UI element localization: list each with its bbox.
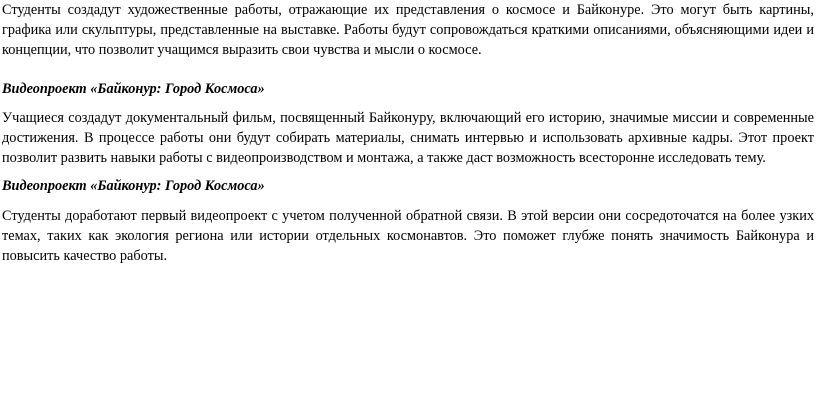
paragraph-documentary: Учащиеся создадут документальный фильм, посвященный Байконуру, включающий его историю, значимые миссии и современные достижения. В процессе работы они будут собирать материалы, снимать интервью и использовать архивные кадры. Этот проект позволит развить навыки работы с видеопроизводством и монтажа, а также даст возможность всесторонне исследовать тему. (2, 110, 814, 166)
heading-video-project-1: Видеопроект «Байконур: Город Космоса» (2, 81, 265, 97)
paragraph-revision: Студенты доработают первый видеопроект с учетом полученной обратной связи. В этой версии они сосредоточатся на более узких темах, таких как экология региона или истории отдельных космонавтов. Это поможет глубже понять значимость Байконура и повысить качество работы. (2, 208, 814, 264)
paragraph-art-works: Студенты создадут художественные работы, отражающие их представления о космосе и Байконуре. Это могут быть картины, графика или скульптуры, представленные на выставке. Работы будут сопровождаться краткими описаниями, объясняющими идеи и концепции, что позволит учащимся выразить свои чувства и мысли о космосе. (2, 2, 814, 58)
heading-video-project-2: Видеопроект «Байконур: Город Космоса» (2, 178, 265, 194)
